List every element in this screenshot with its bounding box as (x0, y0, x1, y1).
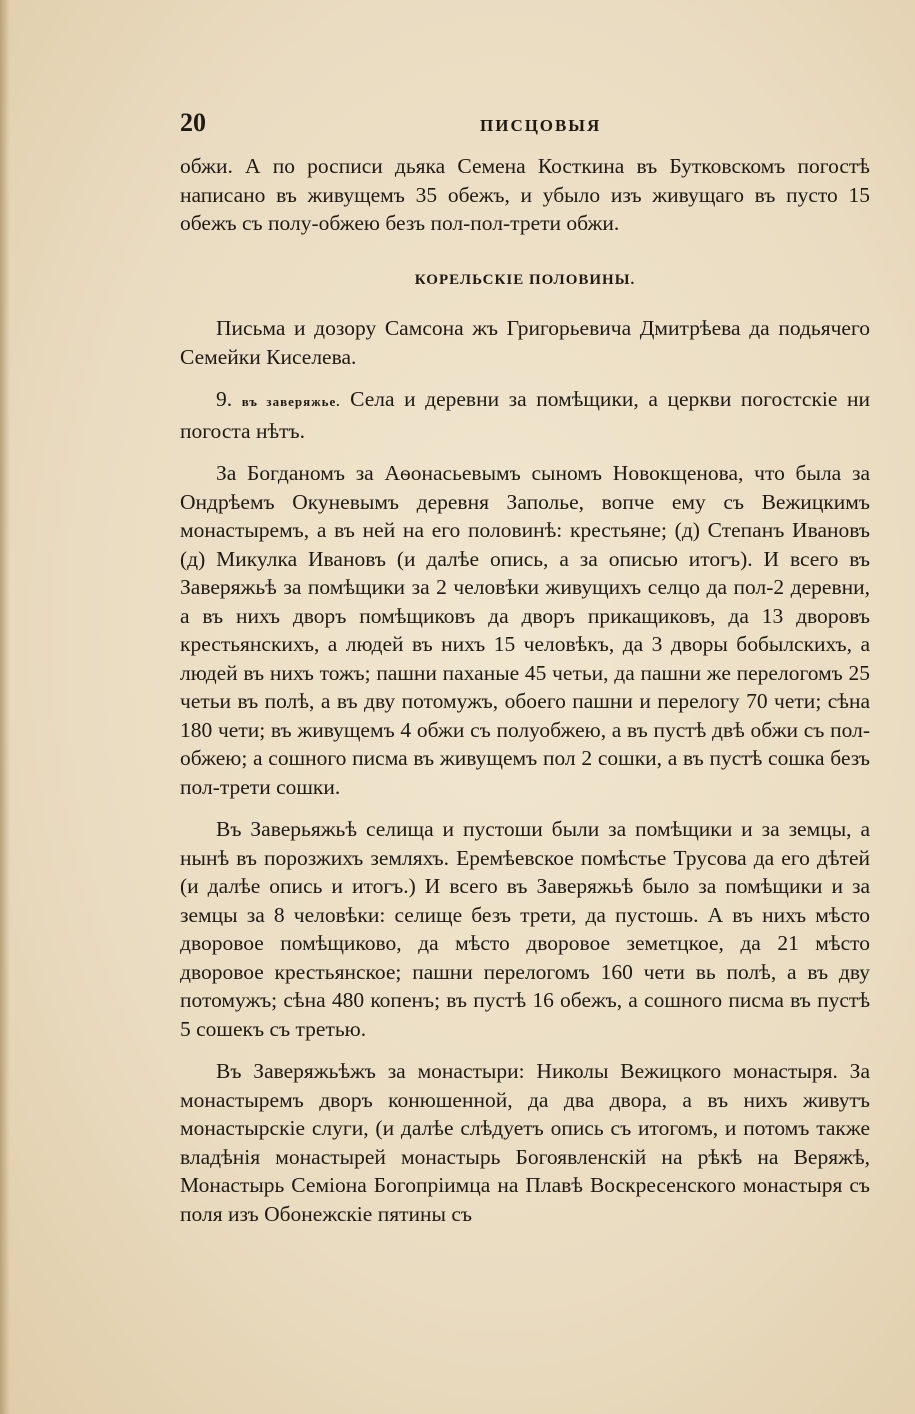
paragraph-2: Письма и дозору Самсона жъ Григорьевича Дмитрѣева да подьячего Семейки Киселева. (180, 316, 870, 369)
place-name: въ заверяжье. (241, 394, 341, 409)
body-text (180, 152, 870, 1228)
paragraph-3 (180, 385, 870, 445)
paragraph-3-text: Села и деревни за помѣщики, а церкви погостскіе ни погоста нѣтъ. (180, 387, 871, 443)
page-edge-shadow (0, 0, 10, 1414)
page-header (180, 108, 870, 144)
paragraph-1: обжи. А по росписи дьяка Семена Косткина въ Бутковскомъ погостѣ написано въ живущемъ 35 обежъ, и убыло изъ живущаго въ пусто 15 обежъ съ полу-обжею безъ пол-пол-трети обжи. (180, 154, 870, 235)
paragraph-6: Въ Заверяжьѣжъ за монастыри: Николы Вежицкого монастыря. За монастыремъ дворъ конюшенной, да два двора, а въ нихъ живутъ монастырскіе слуги, (и далѣе слѣдуетъ опись съ итогомъ, и потомъ также владѣнія монастырей монастырь Богоявленскій на рѣкѣ на Веряжѣ, Монастырь Семіона Богопріимца на Плавѣ Воскресенского монастыря съ поля изъ Обонежскіе пятины съ (180, 1059, 870, 1226)
running-head: ПИСЦОВЫЯ (480, 116, 602, 135)
page-number: 20 (180, 108, 206, 137)
paragraph-4: За Богданомъ за Аѳонасьевымъ сыномъ Новокщенова, что была за Ондрѣемъ Окуневымъ деревня Заполье, вопче ему съ Вежицкимъ монастыремъ, а въ ней на его половинѣ: крестьяне; (д) Степанъ Ивановъ (д) Микулка Ивановъ (и далѣе опись, а за описью итогъ). И всего въ Заверяжьѣ за помѣщики за 2 человѣки живущихъ селцо да пол-2 деревни, а въ нихъ дворъ помѣщиковъ да дворъ прикащиковъ, да 13 дворовъ крестьянскихъ, а людей въ нихъ 15 человѣкъ, да 3 дворы бобылскихъ, а людей въ нихъ тожъ; пашни паханые 45 четьи, да пашни же перелогомъ 25 четьи въ полѣ, а въ дву потомужъ, обоего пашни и перелогу 70 чети; сѣна 180 чети; въ живущемъ 4 обжи съ полуобжею, а въ пустѣ двѣ обжи съ пол-обжею; а сошного писма въ живущемъ пол 2 сошки, а въ пустѣ сошка безъ пол-трети сошки. (180, 461, 870, 799)
entry-number: 9. (216, 387, 233, 411)
paragraph-5: Въ Заверьяжьѣ селища и пустоши были за помѣщики и за земцы, а нынѣ въ порозжихъ земляхъ. Еремѣевское помѣстье Трусова да его дѣтей (и далѣе опись и итогъ.) И всего въ Заверяжьѣ было за помѣщики и за земцы за 8 человѣки: селище безъ трети, да пустошь. А въ нихъ мѣсто дворовое помѣщиково, да мѣсто дворовое земетцкое, да 21 мѣсто дворовое крестьянское; пашни перелогомъ 160 чети вь полѣ, а въ дву потомужъ; сѣна 480 копенъ; въ пустѣ 16 обежъ, а сошного писма въ пустѣ 5 сошекъ съ третью. (180, 817, 870, 1041)
section-title: КОРЕЛЬСКІЕ ПОЛОВИНЫ. (414, 271, 636, 288)
